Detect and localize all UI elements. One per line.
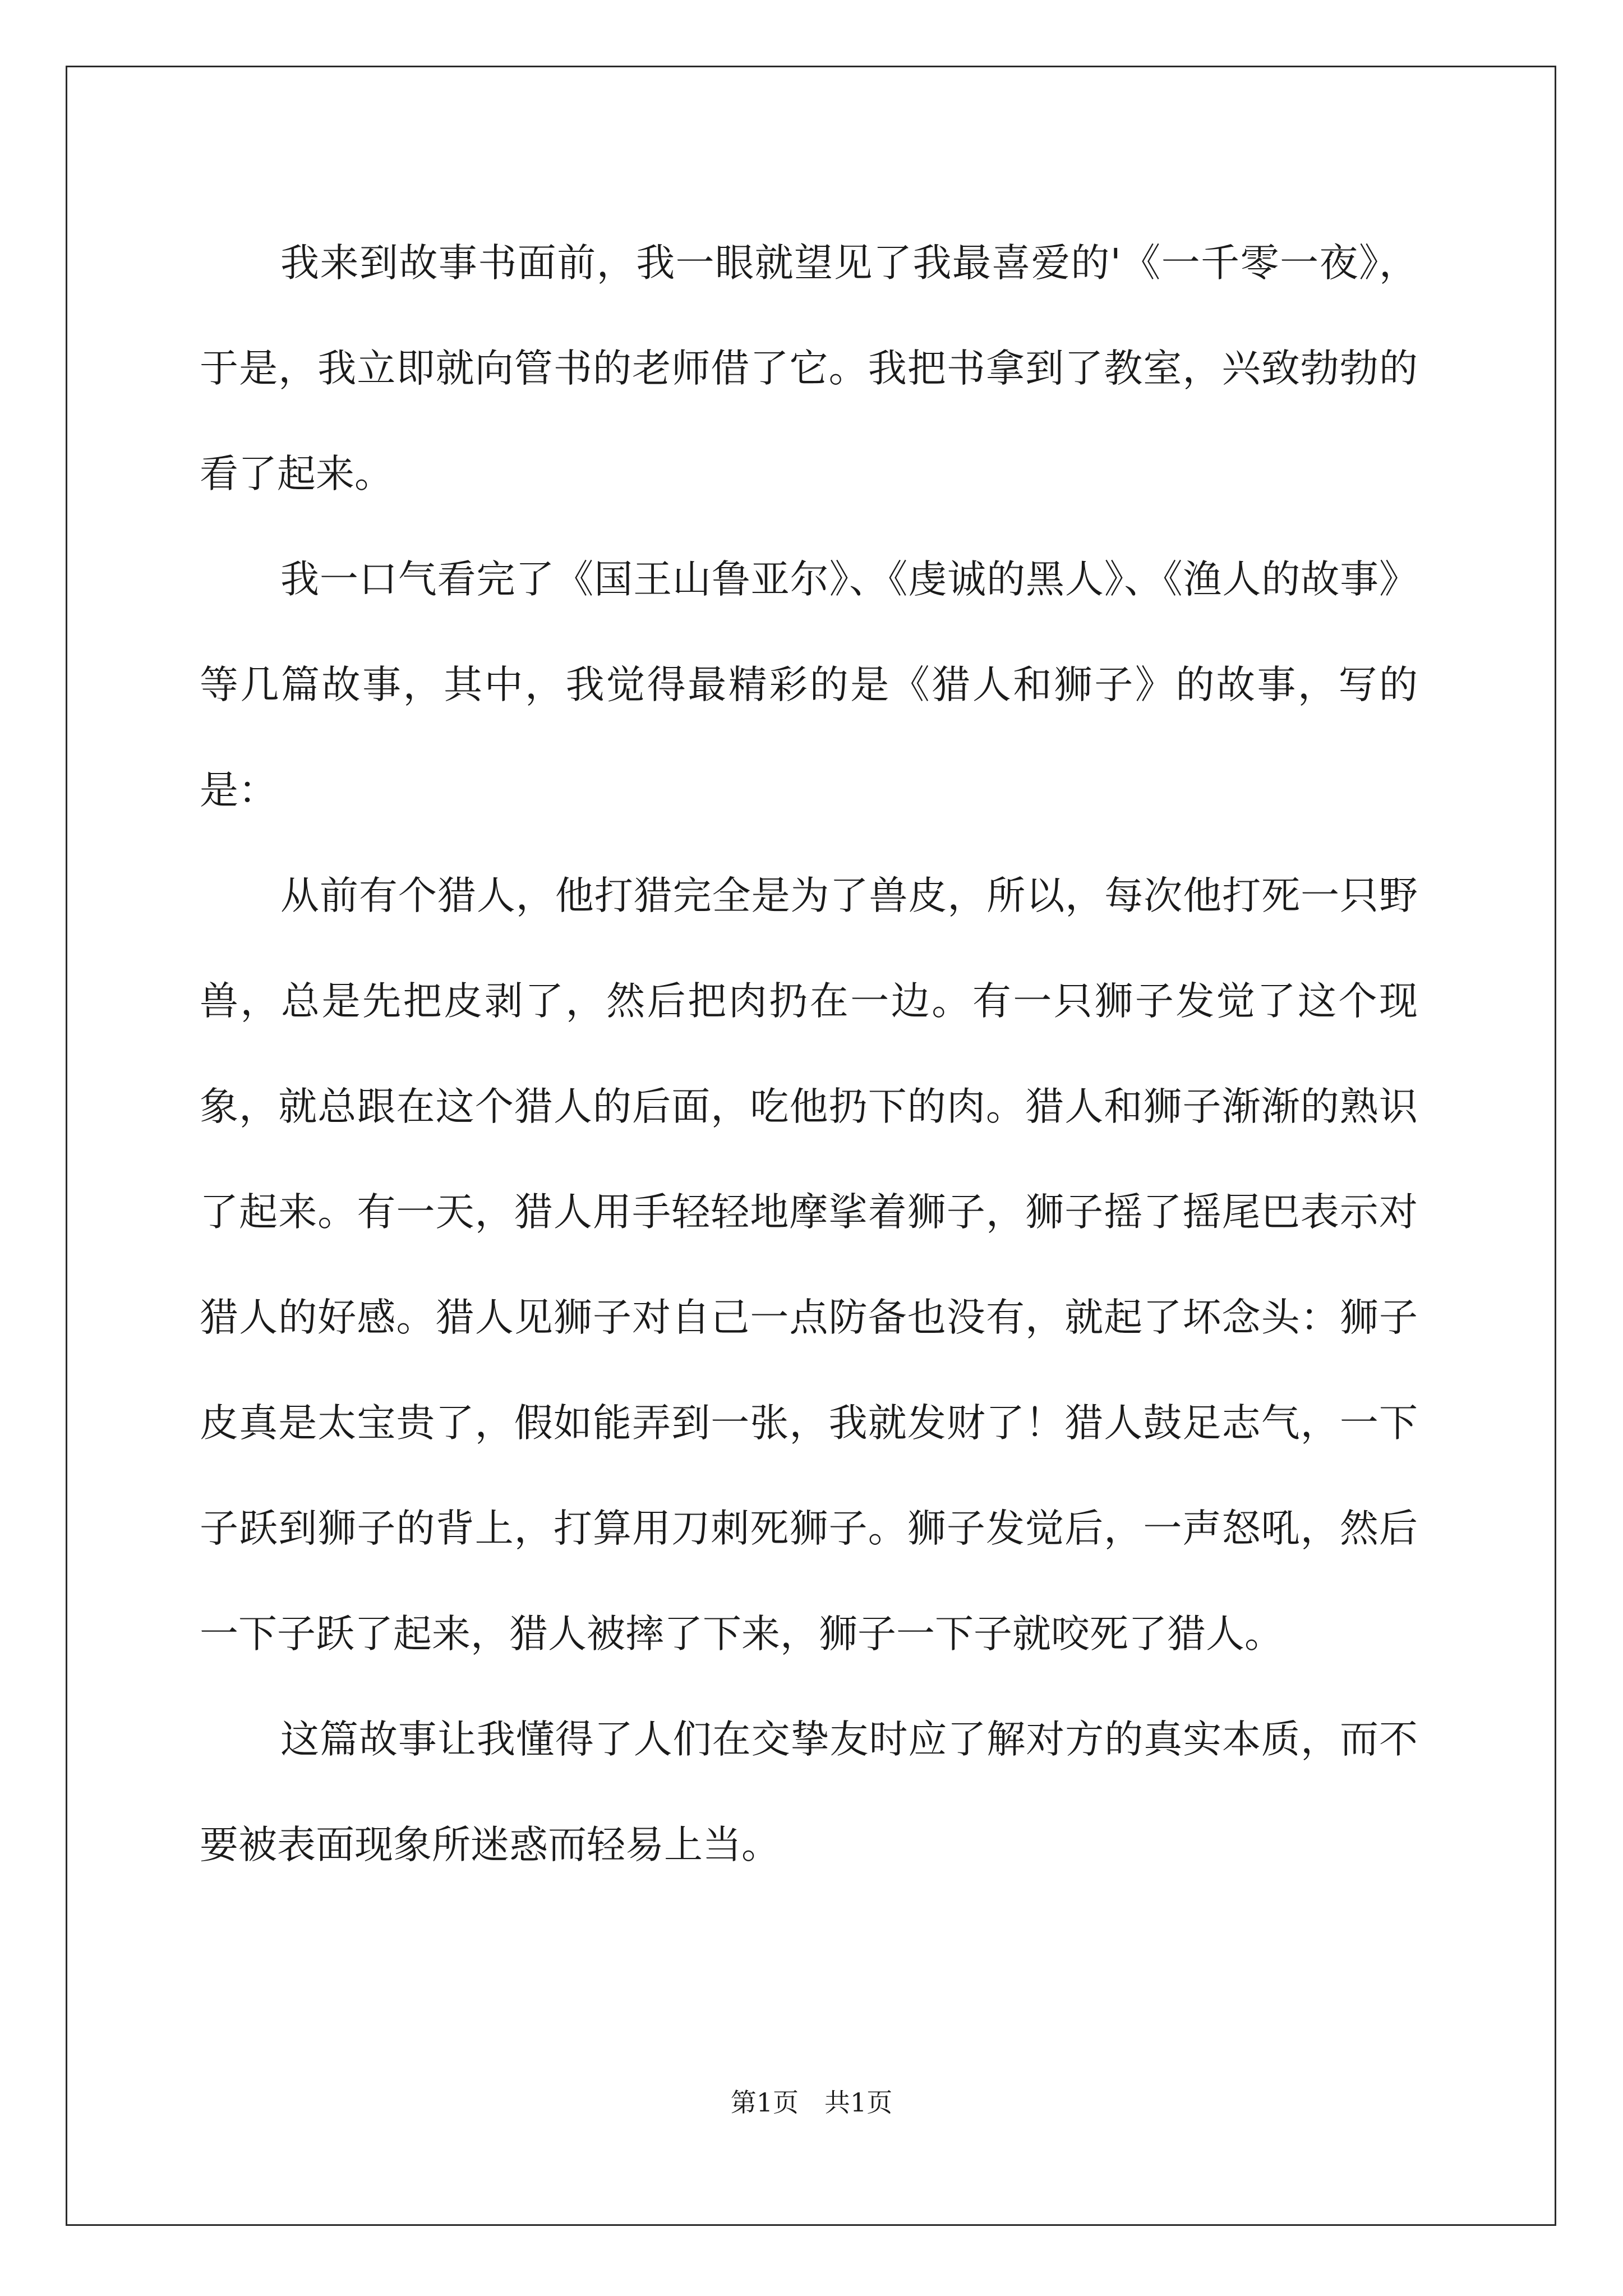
page-number: 第1页 共1页	[730, 2087, 893, 2118]
paragraph-1: 我来到故事书面前，我一眼就望见了我最喜爱的'《一千零一夜》，于是，我立即就向管书的老师借了它。我把书拿到了教室，兴致勃勃的看了起来。	[200, 241, 1418, 496]
paragraph-4: 这篇故事让我懂得了人们在交挚友时应了解对方的真实本质，而不要被表面现象所迷惑而轻易上当。	[200, 1717, 1418, 1867]
paragraph-3: 从前有个猎人，他打猎完全是为了兽皮，所以，每次他打死一只野兽，总是先把皮剥了，然后把肉扔在一边。有一只狮子发觉了这个现象，就总跟在这个猎人的后面，吃他扔下的肉。猎人和狮子渐渐的熟识了起来。有一天，猎人用手轻轻地摩挲着狮子，狮子摇了摇尾巴表示对猎人的好感。猎人见狮子对自己一点防备也没有，就起了坏念头：狮子皮真是太宝贵了，假如能弄到一张，我就发财了！猎人鼓足志气，一下子跃到狮子的背上，打算用刀刺死狮子。狮子发觉后，一声怒吼，然后一下子跃了起来，猎人被摔了下来，狮子一下子就咬死了猎人。	[200, 873, 1418, 1657]
document-body	[200, 210, 1418, 1898]
paragraph-2: 我一口气看完了《国王山鲁亚尔》、《虔诚的黑人》、《渔人的故事》等几篇故事，其中，我觉得最精彩的是《猎人和狮子》的故事，写的是：	[200, 557, 1418, 813]
page-footer	[0, 2082, 1623, 2119]
